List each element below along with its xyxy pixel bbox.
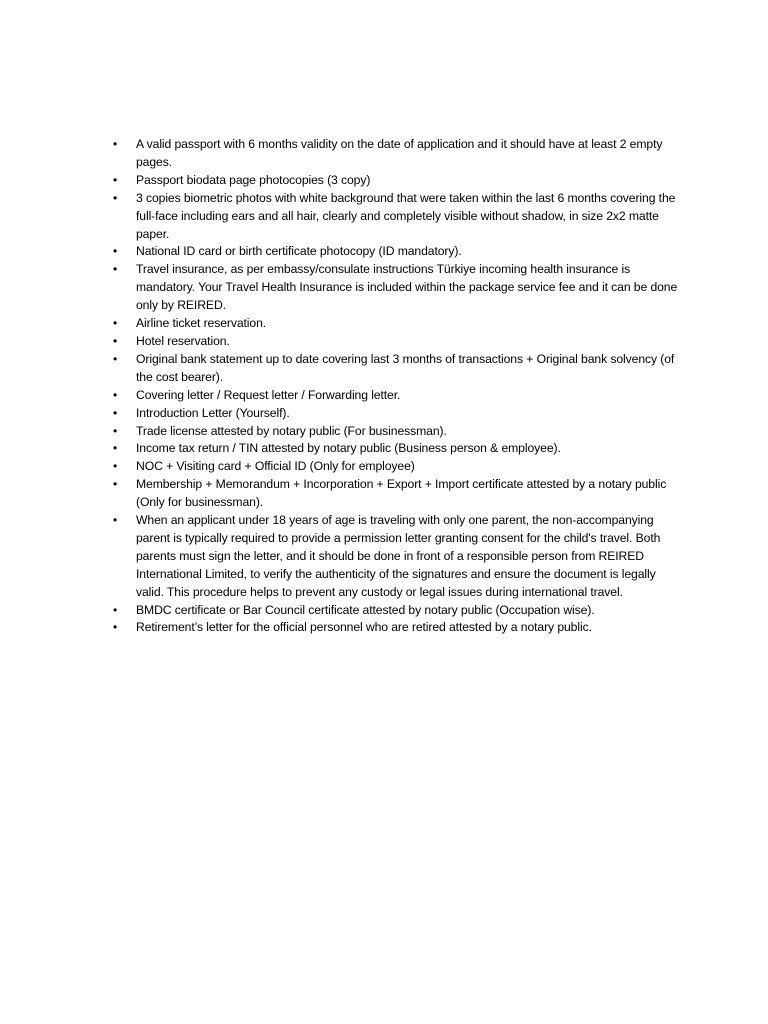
list-item (113, 458, 683, 476)
list-item (113, 440, 683, 458)
list-item-text: Passport biodata page photocopies (3 copy) (136, 172, 371, 187)
bullet-icon: • (113, 316, 118, 331)
list-item-text: Introduction Letter (Yourself). (136, 405, 290, 420)
list-item-text: Income tax return / TIN attested by notary public (Business person & employee). (136, 441, 561, 456)
list-item (113, 136, 683, 172)
bullet-icon: • (113, 405, 118, 420)
list-item (113, 512, 683, 602)
list-item (113, 602, 683, 620)
bullet-icon: • (113, 423, 118, 438)
list-item (113, 423, 683, 441)
bullet-icon: • (113, 172, 118, 187)
bullet-icon: • (113, 387, 118, 402)
list-item (113, 405, 683, 423)
bullet-icon: • (113, 244, 118, 259)
list-item (113, 333, 683, 351)
list-item (113, 261, 683, 315)
list-item (113, 387, 683, 405)
list-item-text: A valid passport with 6 months validity on the date of application and it should have at least 2 empty pages. (136, 137, 663, 169)
list-item-text: Trade license attested by notary public (For businessman). (136, 423, 447, 438)
list-item (113, 351, 683, 387)
list-item (113, 476, 683, 512)
list-item (113, 190, 683, 244)
bullet-icon: • (113, 137, 118, 151)
list-item-text: Covering letter / Request letter / Forwarding letter. (136, 387, 401, 402)
list-item-text: BMDC certificate or Bar Council certificate attested by notary public (Occupation wise). (136, 602, 595, 617)
bullet-icon: • (113, 602, 118, 617)
bullet-icon: • (113, 513, 118, 528)
bullet-icon: • (113, 477, 118, 492)
bullet-icon: • (113, 333, 118, 348)
list-item-text: NOC + Visiting card + Official ID (Only for employee) (136, 459, 415, 474)
bullet-icon: • (113, 351, 118, 366)
list-item-text: Membership + Memorandum + Incorporation + Export + Import certificate attested by a notary public (Only for businessman). (136, 477, 667, 510)
list-item-text: Airline ticket reservation. (136, 316, 267, 331)
list-item-text: Original bank statement up to date covering last 3 months of transactions + Original bank solvency (of the cost bearer). (136, 351, 675, 384)
list-item (113, 172, 683, 190)
list-item-text: National ID card or birth certificate photocopy (ID mandatory). (136, 244, 462, 259)
list-item (113, 315, 683, 333)
bullet-icon: • (113, 441, 118, 456)
list-item (113, 619, 683, 637)
list-item (113, 243, 683, 261)
list-item-text: Hotel reservation. (136, 333, 230, 348)
bullet-icon: • (113, 262, 118, 277)
bullet-icon: • (113, 190, 118, 205)
requirements-list (113, 136, 683, 637)
list-item-text: When an applicant under 18 years of age is traveling with only one parent, the non-accompanying parent is typically required to provide a permission letter granting consent for the child's travel. Both parents must sign the letter, and it should be done in front of a responsible person from REIRED International Limited, to verify the authenticity of the signatures and ensure the document is legally valid. This procedure helps to prevent any custody or legal issues during international travel. (136, 513, 661, 599)
list-item-text: Retirement’s letter for the official personnel who are retired attested by a notary public. (136, 620, 592, 635)
list-item-text: 3 copies biometric photos with white background that were taken within the last 6 months covering the full-face including ears and all hair, clearly and completely visible without shadow, in size 2x2 matte paper. (136, 190, 676, 241)
list-item-text: Travel insurance, as per embassy/consulate instructions Türkiye incoming health insurance is mandatory. Your Travel Health Insurance is included within the package service fee and it can be done only by REIRED. (136, 262, 678, 313)
bullet-icon: • (113, 459, 118, 474)
bullet-icon: • (113, 620, 118, 635)
